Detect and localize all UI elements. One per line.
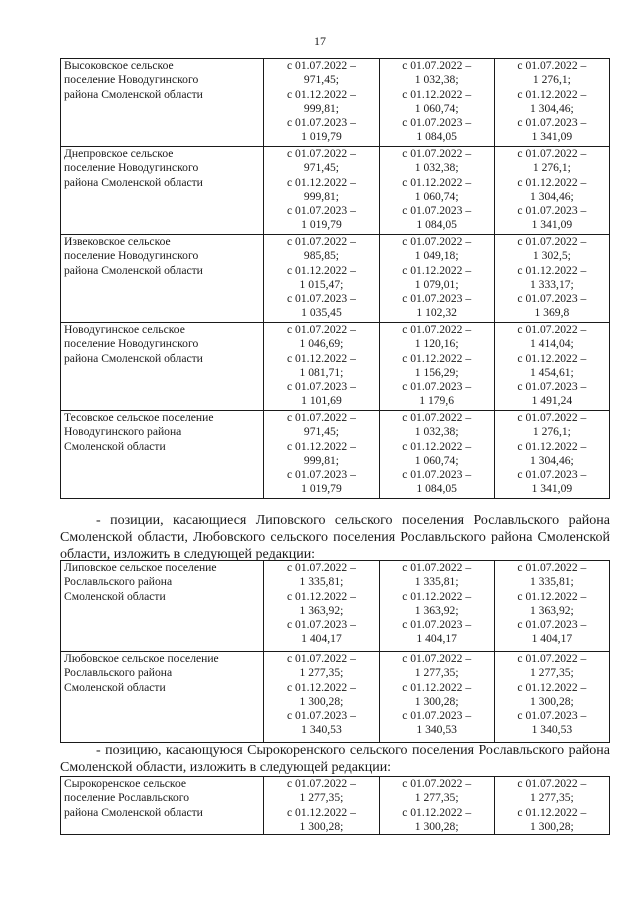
instruction-paragraph-syrokorenskoe: - позицию, касающуюся Сырокоренского сельского поселения Рославльского района Смоленской области, изложить в следующей редакции:: [60, 743, 610, 775]
tariff-period-label: с 01.12.2022 –: [287, 263, 356, 277]
settlement-name-cell: [61, 59, 264, 147]
tariff-value: 1 335,81;: [529, 575, 574, 589]
tariff-period-label: с 01.07.2023 –: [402, 618, 472, 632]
table-row: [61, 235, 610, 323]
tariff-value: 1 300,28;: [414, 819, 459, 833]
tariff-value: 1 032,38;: [414, 161, 459, 175]
settlement-name-line: поселение Новодугинского: [64, 161, 199, 175]
table-row: [61, 411, 610, 499]
tariff-table-syrokorenskoe: [60, 776, 610, 835]
tariff-period-label: с 01.07.2023 –: [517, 292, 587, 306]
tariff-period-label: с 01.07.2022 –: [287, 777, 356, 790]
tariff-value: 1 302,5;: [532, 249, 571, 263]
tariff-value-cell: [494, 652, 609, 743]
tariff-value: 1 404,17: [416, 632, 457, 646]
settlement-name-line: Смоленской области: [64, 589, 166, 603]
tariff-value-cell: [494, 235, 609, 323]
settlement-name-line: Рославльского района: [64, 575, 173, 589]
tariff-period-label: с 01.12.2022 –: [402, 439, 472, 453]
tariff-period-label: с 01.07.2022 –: [402, 235, 472, 248]
tariff-value-cell: [494, 561, 609, 652]
tariff-period-label: с 01.07.2023 –: [287, 709, 356, 723]
settlement-name-cell: [61, 561, 264, 652]
tariff-value: 985,85;: [303, 249, 340, 263]
tariff-period-label: с 01.12.2022 –: [402, 87, 472, 101]
tariff-value: 1 277,35;: [414, 666, 459, 680]
settlement-name-line: Тесовское сельское поселение: [64, 411, 214, 424]
tariff-period-label: с 01.07.2022 –: [402, 561, 472, 574]
tariff-value-cell: [379, 323, 494, 411]
tariff-value: 1 277,35;: [299, 791, 344, 805]
tariff-period-label: с 01.12.2022 –: [517, 263, 587, 277]
tariff-value: 1 341,09: [531, 130, 573, 144]
settlement-name-line: Высоковское сельское: [64, 59, 174, 72]
table-row: [61, 147, 610, 235]
tariff-value: 1 084,05: [416, 218, 457, 232]
tariff-value: 1 335,81;: [299, 575, 344, 589]
tariff-period-label: с 01.07.2022 –: [287, 323, 356, 336]
tariff-value: 971,45;: [303, 161, 340, 175]
tariff-period-label: с 01.07.2022 –: [402, 411, 472, 424]
tariff-period-label: с 01.12.2022 –: [517, 439, 587, 453]
settlement-name-line: поселение Новодугинского: [64, 249, 199, 263]
tariff-value: 999,81;: [303, 101, 340, 115]
tariff-period-label: с 01.07.2022 –: [287, 59, 356, 72]
settlement-name-line: района Смоленской области: [64, 87, 203, 101]
tariff-period-label: с 01.07.2022 –: [402, 59, 472, 72]
tariff-period-label: с 01.12.2022 –: [517, 805, 587, 819]
tariff-value: 1 019,79: [301, 130, 342, 144]
tariff-value: 1 369,8: [534, 306, 570, 320]
tariff-period-label: с 01.12.2022 –: [287, 439, 356, 453]
settlement-name-line: Извековское сельское: [64, 235, 171, 248]
tariff-value: 1 300,28;: [299, 694, 344, 708]
tariff-value: 1 277,35;: [529, 791, 574, 805]
tariff-period-label: с 01.12.2022 –: [402, 351, 472, 365]
tariff-value: 1 335,81;: [414, 575, 459, 589]
tariff-period-label: с 01.07.2022 –: [402, 323, 472, 336]
tariff-value-cell: [379, 411, 494, 499]
tariff-period-label: с 01.07.2023 –: [402, 380, 472, 394]
tariff-period-label: с 01.07.2022 –: [402, 777, 472, 790]
tariff-value: 999,81;: [303, 189, 340, 203]
table-row: [61, 59, 610, 147]
tariff-value: 999,81;: [303, 453, 340, 467]
tariff-value: 1 341,09: [531, 482, 573, 496]
tariff-period-label: с 01.12.2022 –: [517, 351, 587, 365]
tariff-value: 1 363,92;: [299, 603, 344, 617]
tariff-value: 1 060,74;: [414, 453, 459, 467]
tariff-period-label: с 01.07.2023 –: [402, 468, 472, 482]
tariff-value: 1 340,53: [416, 723, 457, 737]
tariff-period-label: с 01.07.2022 –: [517, 561, 587, 574]
settlement-name-line: Смоленской области: [64, 680, 166, 694]
tariff-period-label: с 01.12.2022 –: [402, 680, 472, 694]
tariff-period-label: с 01.07.2022 –: [517, 411, 587, 424]
tariff-value: 1 120,16;: [414, 337, 459, 351]
tariff-value: 1 304,46;: [529, 453, 574, 467]
tariff-period-label: с 01.12.2022 –: [517, 175, 587, 189]
tariff-value: 1 333,17;: [529, 277, 574, 291]
tariff-period-label: с 01.07.2022 –: [517, 777, 587, 790]
settlement-name-line: района Смоленской области: [64, 351, 203, 365]
tariff-period-label: с 01.12.2022 –: [517, 589, 587, 603]
settlement-name-line: Смоленской области: [64, 439, 166, 453]
tariff-period-label: с 01.12.2022 –: [517, 680, 587, 694]
tariff-value: 1 032,38;: [414, 425, 459, 439]
tariff-period-label: с 01.12.2022 –: [287, 175, 356, 189]
tariff-value-cell: [379, 561, 494, 652]
tariff-value: 1 340,53: [301, 723, 342, 737]
settlement-name-cell: [61, 323, 264, 411]
tariff-period-label: с 01.07.2023 –: [287, 204, 356, 218]
tariff-value-cell: [264, 59, 379, 147]
tariff-period-label: с 01.07.2023 –: [402, 709, 472, 723]
tariff-value: 1 276,1;: [532, 73, 571, 87]
tariff-period-label: с 01.07.2023 –: [517, 618, 587, 632]
settlement-name-line: Любовское сельское поселение: [64, 652, 219, 665]
tariff-table-roslavl: [60, 560, 610, 743]
settlement-name-line: Сырокоренское сельское: [64, 777, 187, 790]
tariff-value: 1 079,01;: [414, 277, 459, 291]
tariff-period-label: с 01.12.2022 –: [402, 805, 472, 819]
tariff-period-label: с 01.07.2022 –: [517, 59, 587, 72]
settlement-name-line: Новодугинского района: [64, 425, 182, 439]
settlement-name-line: Днепровское сельское: [64, 147, 174, 160]
tariff-period-label: с 01.12.2022 –: [402, 175, 472, 189]
tariff-value: 1 060,74;: [414, 189, 459, 203]
tariff-period-label: с 01.07.2023 –: [287, 292, 356, 306]
tariff-value: 1 276,1;: [532, 425, 571, 439]
tariff-value: 1 060,74;: [414, 101, 459, 115]
tariff-period-label: с 01.07.2023 –: [517, 709, 587, 723]
tariff-value: 1 300,28;: [414, 694, 459, 708]
tariff-period-label: с 01.07.2023 –: [287, 116, 356, 130]
tariff-period-label: с 01.07.2023 –: [517, 116, 587, 130]
tariff-period-label: с 01.12.2022 –: [402, 263, 472, 277]
tariff-value: 1 046,69;: [299, 337, 344, 351]
tariff-period-label: с 01.07.2023 –: [287, 468, 356, 482]
tariff-period-label: с 01.07.2022 –: [287, 561, 356, 574]
tariff-value: 1 101,69: [301, 394, 342, 408]
table-row: [61, 323, 610, 411]
tariff-period-label: с 01.07.2023 –: [402, 204, 472, 218]
tariff-period-label: с 01.12.2022 –: [287, 87, 356, 101]
settlement-name-line: поселение Рославльского: [64, 791, 190, 805]
tariff-value-cell: [494, 147, 609, 235]
tariff-value: 1 491,24: [531, 394, 573, 408]
table-row: [61, 777, 610, 835]
tariff-period-label: с 01.12.2022 –: [287, 805, 356, 819]
tariff-value-cell: [379, 652, 494, 743]
tariff-value: 1 081,71;: [299, 365, 344, 379]
tariff-period-label: с 01.07.2023 –: [402, 116, 472, 130]
tariff-value: 1 340,53: [531, 723, 573, 737]
tariff-value: 1 277,35;: [299, 666, 344, 680]
tariff-period-label: с 01.07.2023 –: [402, 292, 472, 306]
tariff-value: 1 019,79: [301, 218, 342, 232]
tariff-period-label: с 01.07.2023 –: [287, 380, 356, 394]
tariff-value: 1 300,28;: [299, 819, 344, 833]
settlement-name-line: Липовское сельское поселение: [64, 561, 217, 574]
tariff-value: 1 015,47;: [299, 277, 344, 291]
tariff-value: 1 084,05: [416, 482, 457, 496]
tariff-period-label: с 01.07.2022 –: [402, 652, 472, 665]
settlement-name-cell: [61, 235, 264, 323]
tariff-period-label: с 01.07.2022 –: [517, 147, 587, 160]
table-row: [61, 561, 610, 652]
tariff-value-cell: [494, 777, 609, 835]
tariff-value-cell: [264, 411, 379, 499]
tariff-period-label: с 01.07.2022 –: [287, 652, 356, 665]
tariff-value-cell: [264, 561, 379, 652]
tariff-value: 1 156,29;: [414, 365, 459, 379]
tariff-value: 1 363,92;: [529, 603, 574, 617]
tariff-value: 1 179,6: [419, 394, 455, 408]
settlement-name-cell: [61, 652, 264, 743]
settlement-name-cell: [61, 411, 264, 499]
settlement-name-line: района Смоленской области: [64, 805, 203, 819]
tariff-value: 1 084,05: [416, 130, 457, 144]
tariff-value-cell: [264, 652, 379, 743]
tariff-period-label: с 01.07.2022 –: [517, 235, 587, 248]
tariff-period-label: с 01.07.2023 –: [517, 468, 587, 482]
settlement-name-line: поселение Новодугинского: [64, 73, 199, 87]
tariff-value-cell: [264, 777, 379, 835]
page-number: 17: [314, 34, 326, 48]
settlement-name-cell: [61, 777, 264, 835]
tariff-period-label: с 01.12.2022 –: [517, 87, 587, 101]
tariff-period-label: с 01.07.2022 –: [517, 323, 587, 336]
tariff-value: 1 019,79: [301, 482, 342, 496]
settlement-name-line: района Смоленской области: [64, 263, 203, 277]
tariff-value: 1 341,09: [531, 218, 573, 232]
tariff-value: 1 404,17: [531, 632, 573, 646]
tariff-value: 1 454,61;: [529, 365, 574, 379]
tariff-value: 1 277,35;: [529, 666, 574, 680]
tariff-value: 971,45;: [303, 73, 340, 87]
tariff-value-cell: [379, 59, 494, 147]
settlement-name-line: поселение Новодугинского: [64, 337, 199, 351]
tariff-period-label: с 01.07.2022 –: [287, 235, 356, 248]
tariff-value-cell: [379, 235, 494, 323]
table-row: [61, 652, 610, 743]
tariff-period-label: с 01.07.2022 –: [517, 652, 587, 665]
tariff-value: 971,45;: [303, 425, 340, 439]
tariff-value-cell: [264, 235, 379, 323]
tariff-period-label: с 01.07.2022 –: [287, 411, 356, 424]
settlement-name-line: Рославльского района: [64, 666, 173, 680]
tariff-value-cell: [379, 147, 494, 235]
tariff-value-cell: [494, 59, 609, 147]
tariff-value: 1 276,1;: [532, 161, 571, 175]
tariff-period-label: с 01.12.2022 –: [402, 589, 472, 603]
tariff-period-label: с 01.12.2022 –: [287, 589, 356, 603]
tariff-period-label: с 01.12.2022 –: [287, 680, 356, 694]
tariff-value: 1 304,46;: [529, 101, 574, 115]
tariff-value: 1 300,28;: [529, 694, 574, 708]
tariff-period-label: с 01.07.2023 –: [517, 204, 587, 218]
settlement-name-line: района Смоленской области: [64, 175, 203, 189]
tariff-value-cell: [494, 411, 609, 499]
instruction-paragraph-lipovskoe: - позиции, касающиеся Липовского сельского поселения Рославльского района Смоленской области, Любовского сельского поселения Рославльского района Смоленской области, изложить в следующей редакции:: [60, 513, 610, 562]
tariff-value: 1 049,18;: [414, 249, 459, 263]
tariff-value: 1 414,04;: [529, 337, 574, 351]
tariff-value: 1 404,17: [301, 632, 342, 646]
tariff-value-cell: [264, 147, 379, 235]
tariff-value: 1 300,28;: [529, 819, 574, 833]
settlement-name-line: Новодугинское сельское: [64, 323, 185, 336]
tariff-value: 1 304,46;: [529, 189, 574, 203]
tariff-table-novodugino: [60, 58, 610, 499]
tariff-value-cell: [264, 323, 379, 411]
tariff-value: 1 032,38;: [414, 73, 459, 87]
tariff-value: 1 035,45: [301, 306, 342, 320]
settlement-name-cell: [61, 147, 264, 235]
tariff-period-label: с 01.07.2022 –: [402, 147, 472, 160]
tariff-period-label: с 01.12.2022 –: [287, 351, 356, 365]
tariff-value-cell: [379, 777, 494, 835]
tariff-value: 1 277,35;: [414, 791, 459, 805]
tariff-period-label: с 01.07.2022 –: [287, 147, 356, 160]
tariff-value-cell: [494, 323, 609, 411]
tariff-value: 1 363,92;: [414, 603, 459, 617]
tariff-period-label: с 01.07.2023 –: [517, 380, 587, 394]
tariff-value: 1 102,32: [416, 306, 457, 320]
tariff-period-label: с 01.07.2023 –: [287, 618, 356, 632]
